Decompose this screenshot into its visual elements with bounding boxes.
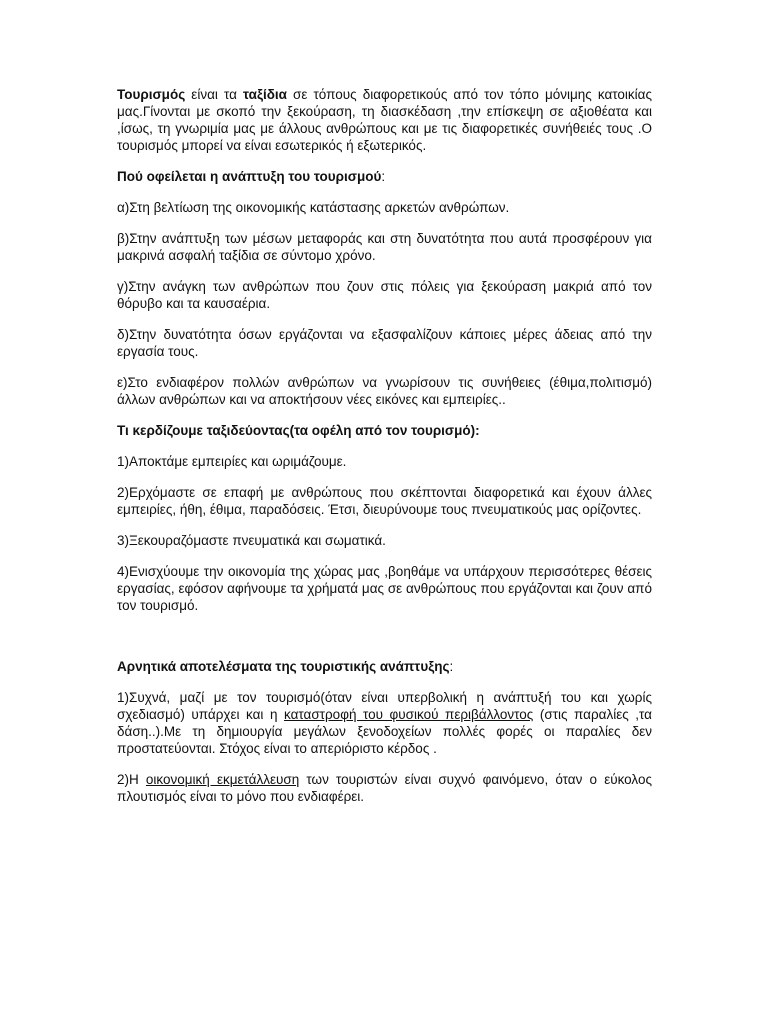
intro-term-tourism: Τουρισμός xyxy=(117,87,186,102)
section-spacer xyxy=(117,628,652,658)
document-page xyxy=(117,86,652,819)
section1-item-c: γ)Στην ανάγκη των ανθρώπων που ζουν στις πόλεις για ξεκούραση μακριά από τον θόρυβο και τα καυσαέρια. xyxy=(117,279,652,311)
section1-item-a: α)Στη βελτίωση της οικονομικής κατάστασης αρκετών ανθρώπων. xyxy=(117,200,510,215)
section2-item-2: 2)Ερχόμαστε σε επαφή με ανθρώπους που σκέπτονται διαφορετικά και έχουν άλλες εμπειρίες, ήθη, έθιμα, παραδόσεις. Έτσι, διευρύνουμε τους πνευματικούς μας ορίζοντες. xyxy=(117,485,652,517)
section3-item2-after: των τουριστών είναι συχνό φαινόμενο, όταν ο εύκολος πλουτισμός είναι το μόνο που ενδιαφέρει. xyxy=(117,772,652,804)
intro-term-travel: ταξίδια xyxy=(243,87,287,102)
section2-heading: Τι κερδίζουμε ταξιδεύοντας(τα οφέλη από τον τουρισμό): xyxy=(117,423,480,438)
section3-heading xyxy=(117,658,652,675)
section3-item2-before: 2)Η xyxy=(117,772,146,787)
section3-heading-colon: : xyxy=(449,659,454,674)
section3-item1-underlined: καταστροφή του φυσικού περιβάλλοντος xyxy=(284,707,534,722)
section1-item-b: β)Στην ανάπτυξη των μέσων μεταφοράς και στη δυνατότητα που αυτά προσφέρουν για μακρινά ασφαλή ταξίδια σε σύντομο χρόνο. xyxy=(117,231,652,263)
section3-item1-before: 1)Συχνά, μαζί με τον τουρισμό(όταν είναι υπερβολική η ανάπτυξή του και χωρίς σχεδιασμό) υπάρχει και η xyxy=(117,690,652,722)
section2-item-3: 3)Ξεκουραζόμαστε πνευματικά και σωματικά. xyxy=(117,533,386,548)
intro-text-part1: είναι τα xyxy=(185,87,243,102)
intro-paragraph xyxy=(117,86,652,154)
section2-item-4: 4)Ενισχύουμε την οικονομία της χώρας μας ,βοηθάμε να υπάρχουν περισσότερες θέσεις εργασίας, εφόσον αφήνουμε τα χρήματά μας σε ανθρώπους που εργάζονται και ζουν από τον τουρισμό. xyxy=(117,564,652,613)
section1-item-e: ε)Στο ενδιαφέρον πολλών ανθρώπων να γνωρίσουν τις συνήθειες (έθιμα,πολιτισμό) άλλων ανθρώπων και να αποκτήσουν νέες εικόνες και εμπειρίες.. xyxy=(117,375,652,407)
section3-item1-after: (στις παραλίες ,τα δάση..).Με τη δημιουργία μεγάλων ξενοδοχείων πολλές φορές οι παραλίες δεν προστατεύονται. Στόχος είναι το απεριόριστο κέρδος . xyxy=(117,707,652,756)
section1-heading-text: Πού οφείλεται η ανάπτυξη του τουρισμού xyxy=(117,169,382,184)
section3-item2-underlined: οικονομική εκμετάλλευση xyxy=(145,772,300,787)
section1-item-d: δ)Στην δυνατότητα όσων εργάζονται να εξασφαλίζουν κάποιες μέρες άδειας από την εργασία τους. xyxy=(117,327,652,359)
section2-item-1: 1)Αποκτάμε εμπειρίες και ωριμάζουμε. xyxy=(117,454,347,469)
section3-item-2 xyxy=(117,771,652,805)
section3-item-1 xyxy=(117,689,652,757)
section1-heading-colon: : xyxy=(381,169,386,184)
section1-heading xyxy=(117,168,652,185)
section3-heading-text: Αρνητικά αποτελέσματα της τουριστικής ανάπτυξης xyxy=(117,659,450,674)
intro-text-part2: σε τόπους διαφορετικούς από τον τόπο μόνιμης κατοικίας μας.Γίνονται με σκοπό την ξεκούραση, τη διασκέδαση ,την επίσκεψη σε αξιοθέατα και ,ίσως, τη γνωριμία μας με άλλους ανθρώπους και με τις διαφορετικές συνήθειές τους .Ο τουρισμός μπορεί να είναι εσωτερικός ή εξωτερικός. xyxy=(117,87,652,153)
